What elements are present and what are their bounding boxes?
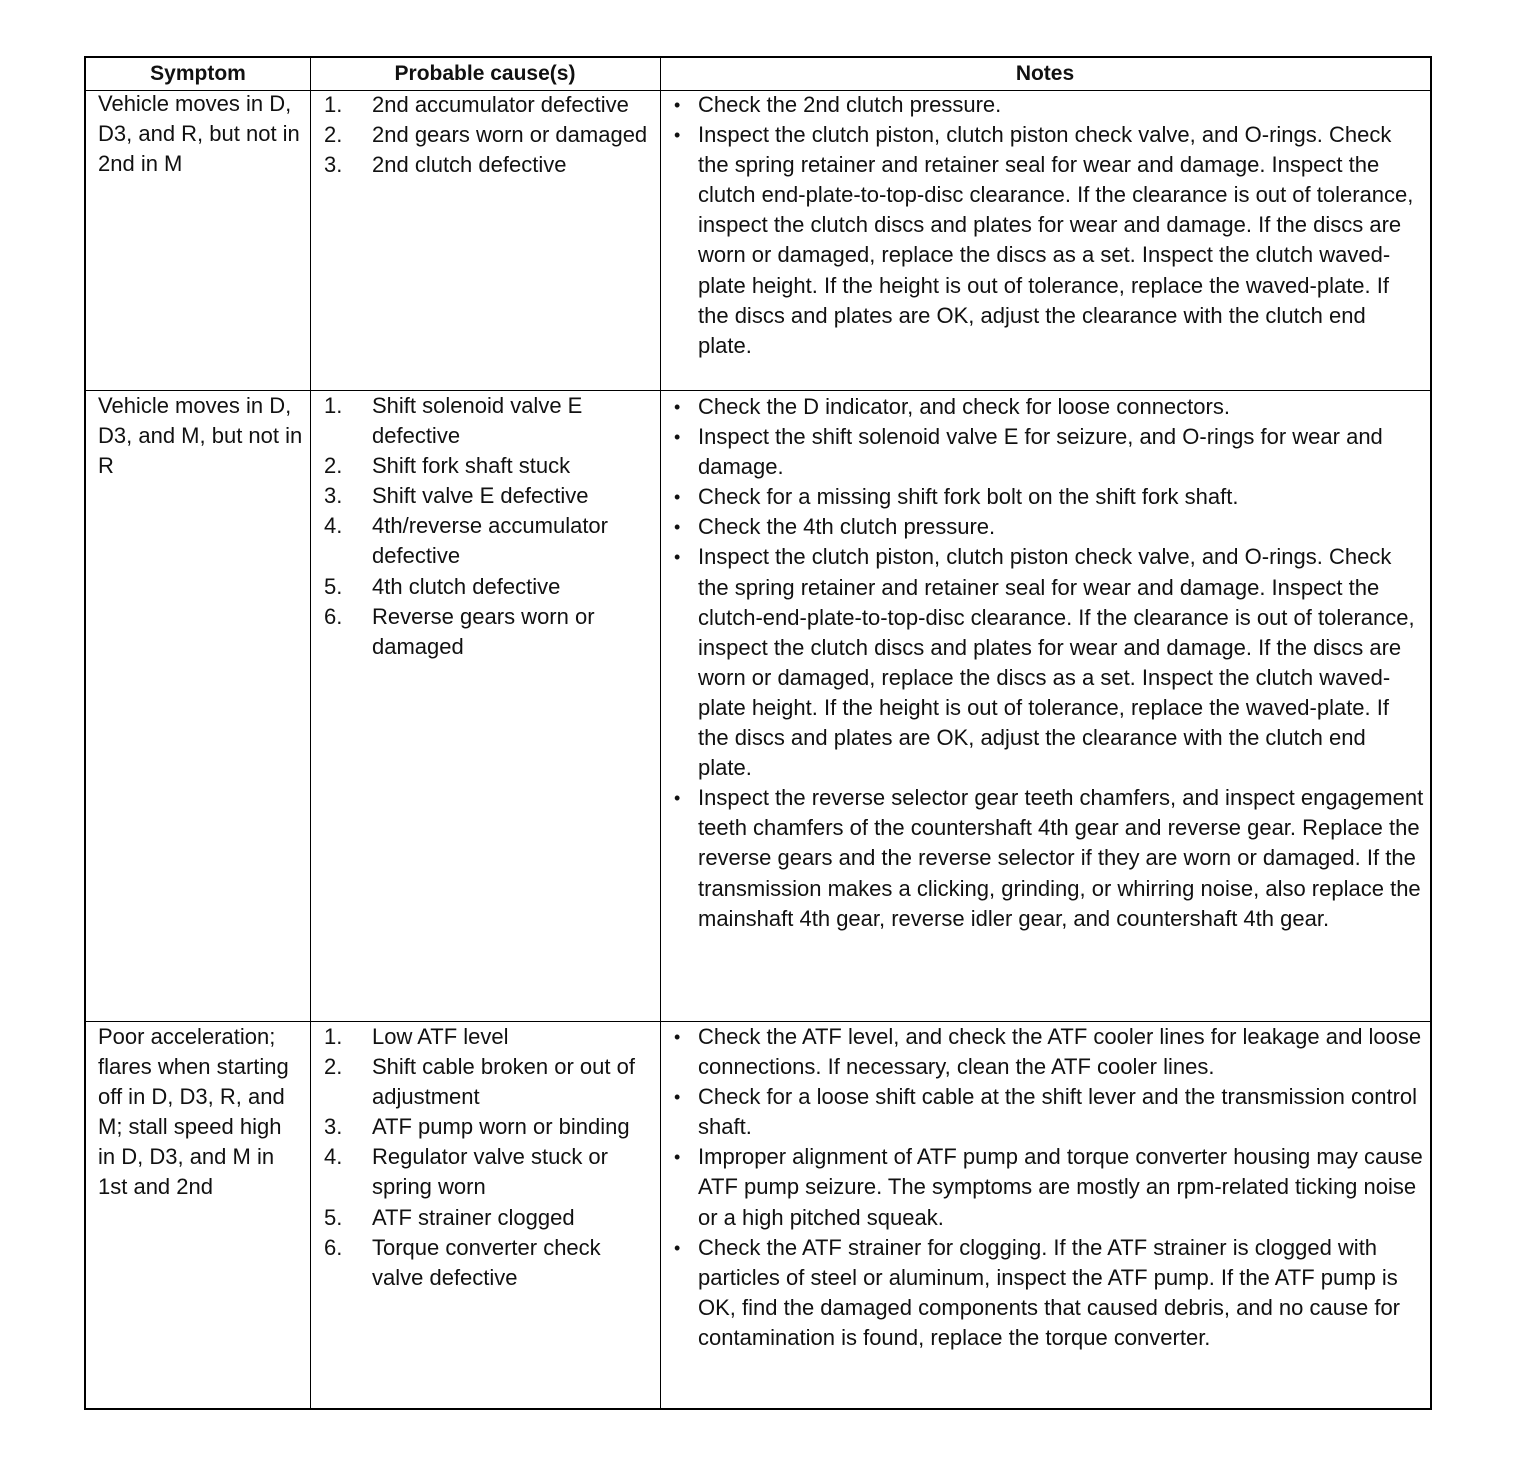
cause-text: Shift solenoid valve E defective <box>372 393 583 449</box>
cause-number: 6. <box>324 1234 343 1260</box>
column-divider <box>310 58 311 1408</box>
header-probable-causes: Probable cause(s) <box>394 62 576 85</box>
row-3-symptom: Poor acceleration; flares when starting off in D, D3, R, and M; stall speed high in D, D3, and M in 1st and 2nd <box>98 1024 289 1200</box>
note-item <box>674 120 1424 361</box>
note-item <box>674 542 1424 783</box>
note-item <box>674 1082 1424 1142</box>
cause-item <box>324 1052 654 1112</box>
cause-text: Shift cable broken or out of adjustment <box>372 1054 635 1110</box>
header-notes: Notes <box>1015 62 1075 85</box>
row-1-notes <box>674 90 1424 361</box>
column-divider <box>660 58 661 1408</box>
row-3-notes <box>674 1022 1424 1353</box>
bullet-icon: • <box>674 788 681 809</box>
cause-text: Low ATF level <box>372 1024 509 1049</box>
note-item <box>674 1142 1424 1232</box>
cause-item <box>324 1142 654 1202</box>
cause-text: 4th/reverse accumulator defective <box>372 513 608 569</box>
note-item <box>674 392 1424 422</box>
note-item <box>674 90 1424 120</box>
row-3-causes <box>324 1022 654 1293</box>
note-text: Improper alignment of ATF pump and torque converter housing may cause ATF pump seizure. The symptoms are mostly an rpm-related ticking noise or a high pitched squeak. <box>698 1144 1423 1230</box>
note-text: Check the 4th clutch pressure. <box>698 514 996 540</box>
cause-text: 4th clutch defective <box>372 573 561 599</box>
row-2-causes <box>324 391 654 662</box>
bullet-icon: • <box>674 1027 681 1047</box>
bullet-icon: • <box>674 547 681 568</box>
cause-number: 4. <box>324 513 343 539</box>
cause-text: 2nd clutch defective <box>372 152 567 178</box>
cause-number: 4. <box>324 1144 343 1170</box>
note-item <box>674 482 1424 512</box>
cause-number: 2. <box>324 453 343 479</box>
cause-number: 3. <box>324 483 343 509</box>
cause-item <box>324 90 654 120</box>
cause-item <box>324 150 654 180</box>
cause-item <box>324 391 654 451</box>
bullet-icon: • <box>674 1087 681 1108</box>
bullet-icon: • <box>674 487 681 508</box>
cause-number: 5. <box>324 573 343 599</box>
cause-text: Shift fork shaft stuck <box>372 453 571 479</box>
header-symptom: Symptom <box>150 62 246 85</box>
cause-text: ATF strainer clogged <box>372 1204 575 1230</box>
cause-item <box>324 1112 654 1142</box>
note-text: Inspect the clutch piston, clutch piston check valve, and O-rings. Check the spring retainer and retainer seal for wear and damage. Inspect the clutch end-plate-to-top-disc clearance. If the clearance is out of tolerance, inspect the clutch discs and plates for wear and damage. If the discs are worn or damaged, replace the discs as a set. Inspect the clutch waved-plate height. If the height is out of tolerance, replace the waved-plate. If the discs and plates are OK, adjust the clearance with the clutch end plate. <box>698 122 1414 358</box>
note-text: Check the ATF level, and check the ATF cooler lines for leakage and loose connections. If necessary, clean the ATF cooler lines. <box>698 1024 1422 1080</box>
cause-text: Regulator valve stuck or spring worn <box>372 1144 608 1200</box>
row-1-symptom: Vehicle moves in D, D3, and R, but not in 2nd in M <box>98 91 300 177</box>
bullet-icon: • <box>674 427 681 448</box>
bullet-icon: • <box>674 517 681 538</box>
cause-number: 1. <box>324 1024 343 1049</box>
cause-item <box>324 1233 654 1293</box>
note-text: Check the ATF strainer for clogging. If the ATF strainer is clogged with particles of steel or aluminum, inspect the ATF pump. If the ATF pump is OK, find the damaged components that caused debris, and no cause for contamination is found, replace the torque converter. <box>698 1234 1401 1350</box>
note-item <box>674 783 1424 933</box>
cause-number: 2. <box>324 1054 343 1080</box>
note-item <box>674 422 1424 482</box>
note-text: Check for a missing shift fork bolt on the shift fork shaft. <box>698 484 1239 510</box>
cause-item <box>324 1022 654 1052</box>
cause-number: 5. <box>324 1204 343 1230</box>
cause-item <box>324 511 654 571</box>
note-text: Check the D indicator, and check for loose connectors. <box>698 394 1230 419</box>
note-text: Inspect the shift solenoid valve E for seizure, and O-rings for wear and damage. <box>698 424 1383 480</box>
cause-item <box>324 1203 654 1233</box>
cause-item <box>324 481 654 511</box>
cause-text: 2nd accumulator defective <box>372 92 629 117</box>
row-2-notes <box>674 392 1424 934</box>
bullet-icon: • <box>674 95 681 115</box>
cause-text: 2nd gears worn or damaged <box>372 122 648 148</box>
cause-item <box>324 451 654 481</box>
row-2-symptom: Vehicle moves in D, D3, and M, but not in R <box>98 393 303 479</box>
cause-number: 3. <box>324 152 343 178</box>
cause-item <box>324 602 654 662</box>
cause-number: 1. <box>324 393 343 418</box>
bullet-icon: • <box>674 1237 681 1258</box>
note-item <box>674 1022 1424 1082</box>
bullet-icon: • <box>674 1147 681 1168</box>
bullet-icon: • <box>674 397 681 417</box>
note-text: Check for a loose shift cable at the shift lever and the transmission control shaft. <box>698 1084 1418 1140</box>
cause-number: 2. <box>324 122 343 148</box>
cause-number: 3. <box>324 1114 343 1140</box>
cause-text: ATF pump worn or binding <box>372 1114 630 1140</box>
note-item <box>674 512 1424 542</box>
note-text: Inspect the clutch piston, clutch piston check valve, and O-rings. Check the spring retainer and retainer seal for wear and damage. Inspect the clutch-end-plate-to-top-disc clearance. If the clearance is out of tolerance, inspect the clutch discs and plates for wear and damage. If the discs are worn or damaged, replace the discs as a set. Inspect the clutch waved-plate height. If the height is out of tolerance, replace the waved-plate. If the discs and plates are OK, adjust the clearance with the clutch end plate. <box>698 544 1415 781</box>
cause-number: 1. <box>324 92 343 117</box>
note-text: Check the 2nd clutch pressure. <box>698 92 1002 117</box>
cause-text: Torque converter check valve defective <box>372 1234 601 1290</box>
row-1-causes <box>324 90 654 180</box>
cause-text: Shift valve E defective <box>372 483 589 509</box>
note-text: Inspect the reverse selector gear teeth chamfers, and inspect engagement teeth chamfers of the countershaft 4th gear and reverse gear. Replace the reverse gears and the reverse selector if they are worn or damaged. If the transmission makes a clicking, grinding, or whirring noise, also replace the mainshaft 4th gear, reverse idler gear, and countershaft 4th gear. <box>698 785 1424 931</box>
cause-number: 6. <box>324 603 343 629</box>
troubleshooting-table <box>84 56 1432 1410</box>
cause-text: Reverse gears worn or damaged <box>372 603 595 659</box>
note-item <box>674 1233 1424 1353</box>
bullet-icon: • <box>674 125 681 146</box>
cause-item <box>324 120 654 150</box>
cause-item <box>324 572 654 602</box>
